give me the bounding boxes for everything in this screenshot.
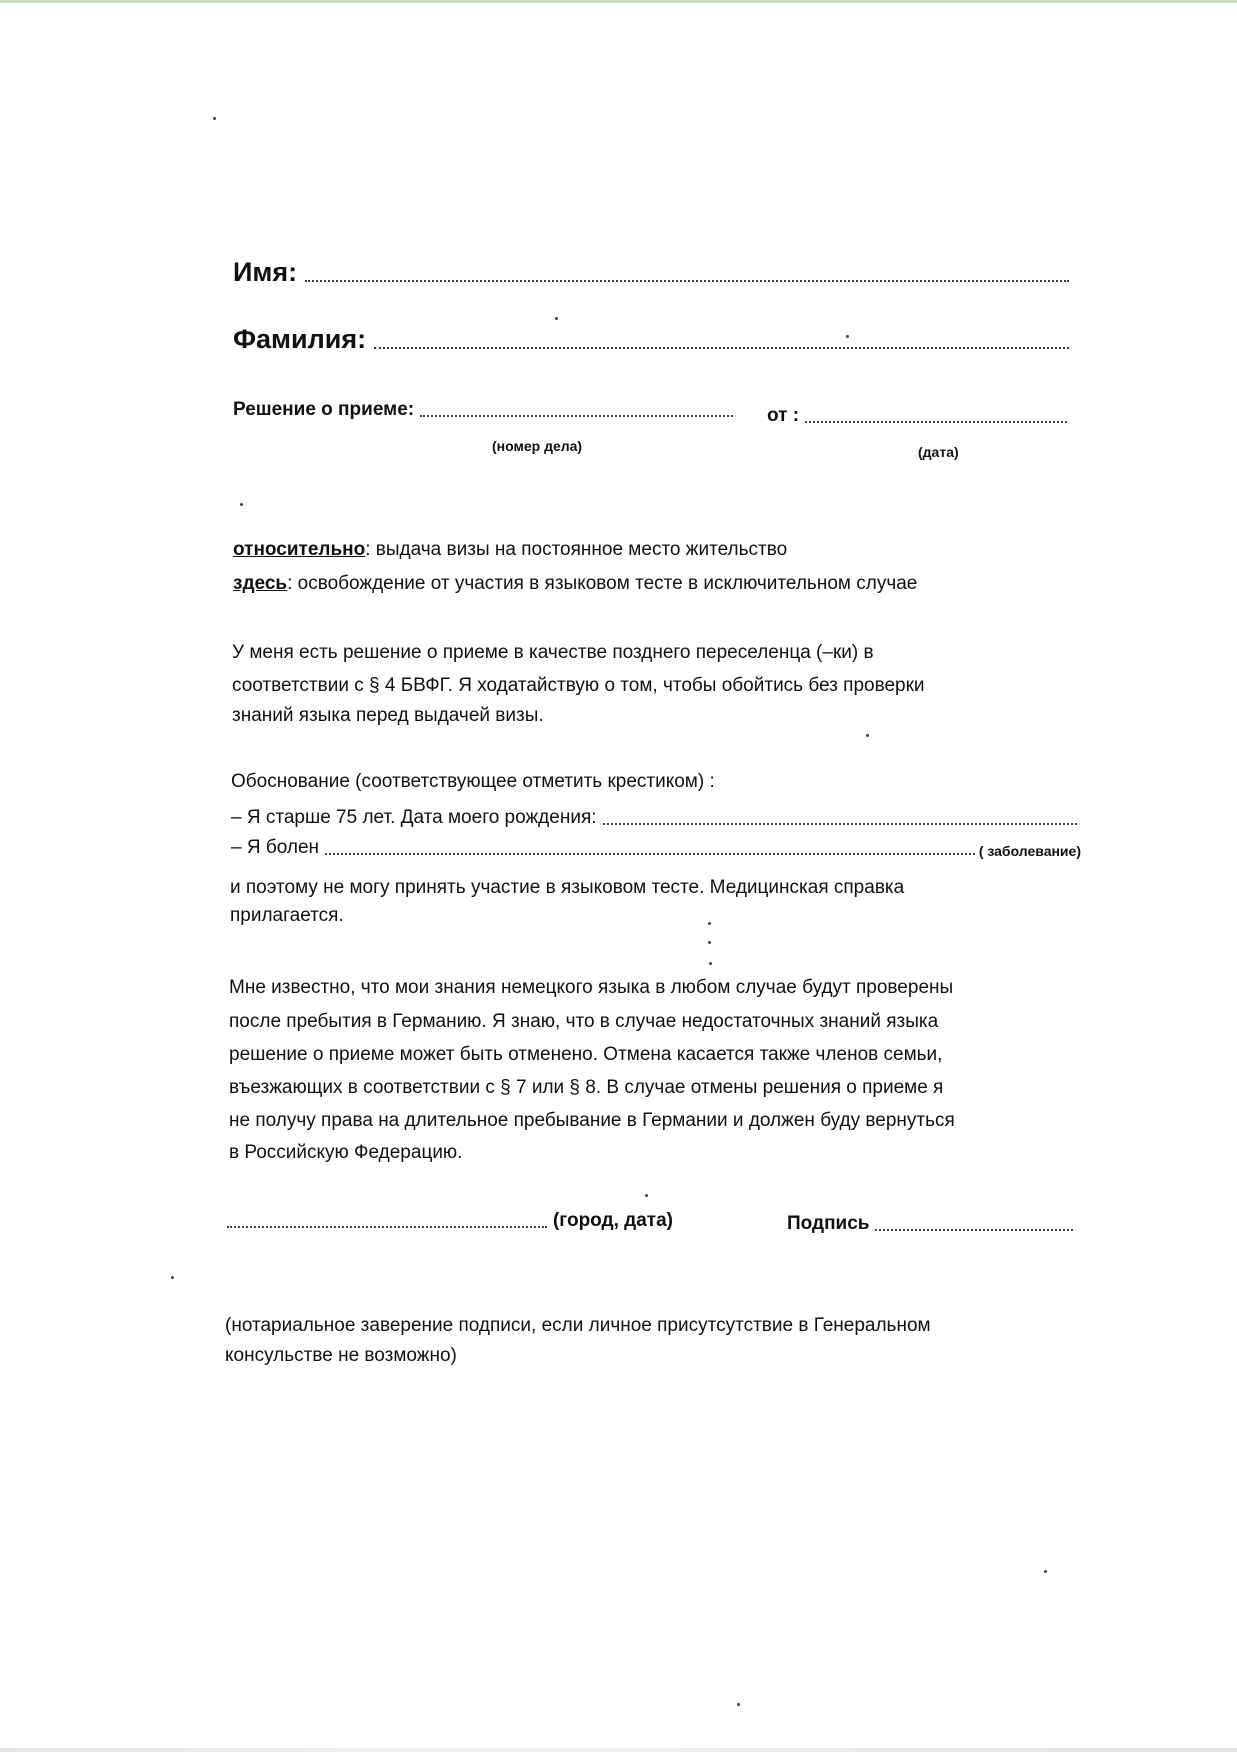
- city-date-row: [227, 1209, 673, 1233]
- first-name-field[interactable]: [305, 279, 1069, 282]
- reasons-continuation-line-2: прилагается.: [230, 905, 344, 926]
- paragraph2-line-2: после пребытия в Германию. Я знаю, что в случае недостаточных знаний языка: [229, 1011, 939, 1032]
- city-date-field[interactable]: [227, 1225, 547, 1228]
- scan-speck: [645, 1194, 648, 1197]
- decision-date-row: [767, 404, 1067, 428]
- older-75-label: – Я старше 75 лет. Дата моего рождения:: [231, 807, 597, 828]
- signature-label: Подпись: [787, 1213, 870, 1234]
- here-line: [233, 572, 917, 596]
- scan-speck: [240, 503, 243, 506]
- paragraph1-line-2: соответствии с § 4 БВФГ. Я ходатайствую о том, чтобы обойтись без проверки: [232, 675, 925, 696]
- scan-bottom-edge: [0, 1748, 1237, 1752]
- paragraph2-line-3: решение о приеме может быть отменено. Отмена касается также членов семьи,: [229, 1044, 943, 1065]
- older-75-row: [231, 806, 1077, 830]
- scan-speck: [866, 734, 869, 737]
- ill-row: [231, 836, 1081, 860]
- regarding-text: : выдача визы на постоянное место жительство: [365, 539, 788, 560]
- signature-row: [787, 1212, 1073, 1236]
- scan-top-edge: [0, 0, 1237, 3]
- paragraph1-line-1: У меня есть решение о приеме в качестве позднего переселенца (–ки) в: [232, 642, 874, 663]
- paragraph2-line-1: Мне известно, что мои знания немецкого языка в любом случае будут проверены: [229, 977, 954, 998]
- decision-label: Решение о приеме:: [233, 399, 415, 420]
- scan-speck: [1044, 1570, 1047, 1573]
- decision-date-field[interactable]: [805, 420, 1067, 423]
- last-name-row: [233, 323, 1069, 355]
- reasons-heading: Обоснование (соответствующее отметить крестиком) :: [231, 771, 715, 792]
- scan-speck: [708, 922, 711, 925]
- paragraph1-line-3: знаний языка перед выдачей визы.: [232, 705, 544, 726]
- date-hint: (дата): [918, 444, 959, 460]
- scan-speck: [737, 1703, 740, 1706]
- illness-hint: ( заболевание): [978, 843, 1081, 859]
- scan-speck: [846, 335, 849, 338]
- birth-date-field[interactable]: [603, 822, 1077, 825]
- case-number-hint: (номер дела): [492, 438, 583, 454]
- scan-speck: [555, 317, 558, 320]
- first-name-label: Имя:: [233, 257, 298, 287]
- scan-speck: [213, 117, 216, 120]
- here-text: : освобождение от участия в языковом тесте в исключительном случае: [287, 573, 918, 594]
- paragraph2-line-4: въезжающих в соответствии с § 7 или § 8. В случае отмены решения о приеме я: [229, 1077, 944, 1098]
- first-name-row: [233, 256, 1069, 288]
- reasons-continuation-line-1: и поэтому не могу принять участие в языковом тесте. Медицинская справка: [230, 877, 905, 898]
- decision-row: [233, 398, 733, 422]
- scan-speck: [708, 941, 711, 944]
- scan-speck: [171, 1276, 174, 1279]
- case-number-field[interactable]: [420, 414, 733, 417]
- regarding-label: относительно: [233, 539, 366, 560]
- ill-label: – Я болен: [231, 837, 320, 858]
- last-name-label: Фамилия:: [233, 324, 367, 354]
- signature-field[interactable]: [875, 1228, 1073, 1231]
- scan-speck: [709, 962, 712, 965]
- regarding-line: [233, 538, 787, 562]
- notary-line-2: консульстве не возможно): [225, 1345, 457, 1366]
- notary-line-1: (нотариальное заверение подписи, если личное присутсутствие в Генеральном: [225, 1315, 931, 1336]
- city-date-label: (город, дата): [552, 1210, 673, 1231]
- here-label: здесь: [233, 573, 288, 594]
- paragraph2-line-6: в Российскую Федерацию.: [229, 1142, 463, 1163]
- illness-field[interactable]: [325, 852, 975, 855]
- paragraph2-line-5: не получу права на длительное пребывание в Германии и должен буду вернуться: [229, 1110, 955, 1131]
- from-label: от :: [767, 405, 800, 426]
- last-name-field[interactable]: [374, 346, 1069, 349]
